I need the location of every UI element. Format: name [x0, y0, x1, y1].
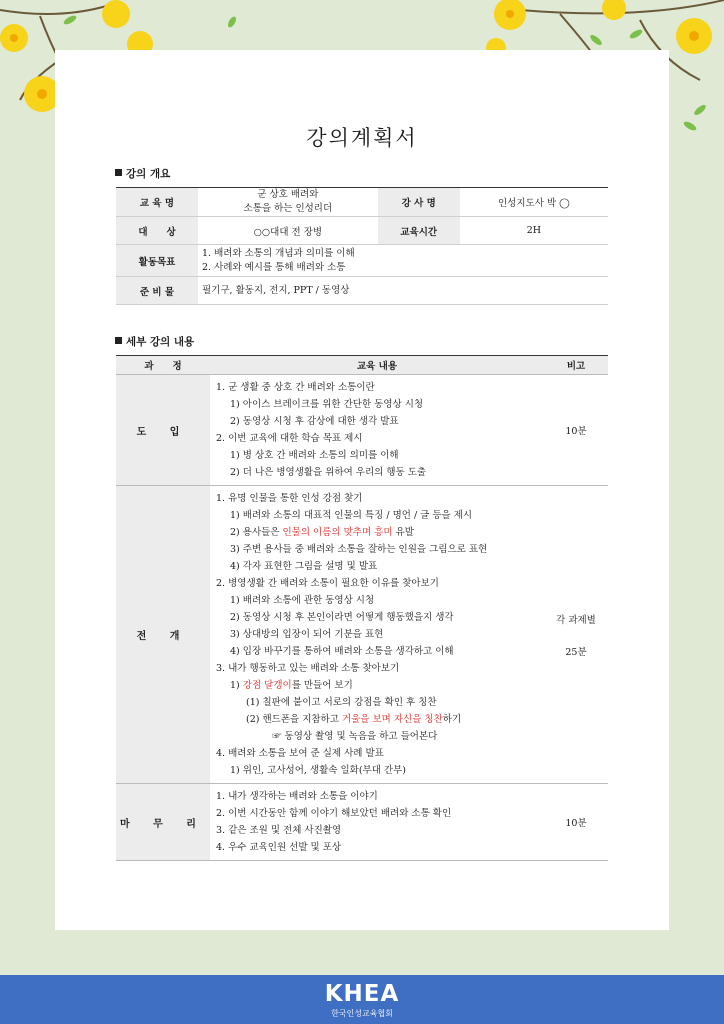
header-note: 비고: [544, 356, 608, 375]
time-label: 교육시간: [378, 217, 460, 245]
instructor-label: 강 사 명: [378, 188, 460, 217]
bullet-square-icon: [115, 337, 122, 344]
development-note: 각 과제별 25분: [544, 486, 608, 784]
header-process: 과 정: [116, 356, 210, 375]
goal-value: 1. 배려와 소통의 개념과 의미를 이해 2. 사례와 예시를 통해 배려와 소통: [198, 245, 608, 277]
table-row: [116, 486, 608, 784]
prep-value: 필기구, 활동지, 전지, PPT / 동영상: [198, 277, 608, 305]
header-content: 교육 내용: [210, 356, 544, 375]
section-detail-heading: 세부 강의 내용: [115, 334, 194, 349]
detail-table: [116, 355, 608, 861]
table-row: [116, 375, 608, 486]
overview-table: [116, 187, 608, 305]
footer-bar: [0, 975, 724, 1024]
time-value: 2H: [460, 217, 608, 245]
closing-content: 1. 내가 생각하는 배려와 소통을 이야기 2. 이번 시간동안 함께 이야기 해보았던 배려와 소통 확인 3. 같은 조원 및 전체 사진촬영 4. 우수 교육인원 선발 및 포상: [210, 784, 544, 861]
highlight-text: 강점 달갱이: [242, 680, 292, 691]
intro-note: 10분: [544, 375, 608, 486]
target-label: 대 상: [116, 217, 198, 245]
course-label: 교 육 명: [116, 188, 198, 217]
target-value: ○○대대 전 장병: [198, 217, 378, 245]
page-title: 강의계획서: [306, 126, 418, 150]
development-content: 1. 유명 인물을 통한 인성 강점 찾기 1) 배려와 소통의 대표적 인물의 특징 / 명언 / 글 등을 제시 2) 용사들은 인물의 이름의 맞추며 흥미 유발 3) 주변 용사들 중 배려와 소통을 잘하는 인원을 그림으로 표현 4) 각자 표현한 그림을 설명 및 발표 2. 병영생활 간 배려와 소통이 필요한 이유를 찾아보기 1) 배려와 소통에 관한 동영상 시청 2) 동영상 시청 후 본인이라면 어떻게 행동했을지 생각 3) 상대방의 입장이 되어 기분을 표현 4) 입장 바꾸기를 통하여 배려와 소통을 생각하고 이해 3. 내가 행동하고 있는 배려와 소통 찾아보기 1) 강점 달갱이를 만들어 보기 (1) 칠판에 붙이고 서로의 강점을 확인 후 칭찬 (2) 핸드폰을 지참하고 거울을 보며 자신을 칭찬하기 ☞ 동영상 촬영 및 녹음을 하고 들어본다 4. 배려와 소통을 보여 준 실제 사례 발표 1) 위인, 고사성어, 생활속 일화(부대 간부): [210, 486, 544, 784]
highlight-text: 인물의 이름의 맞추며 흥미: [282, 527, 393, 538]
stage-closing: 마 무 리: [116, 784, 210, 861]
bullet-square-icon: [115, 169, 122, 176]
goal-label: 활동목표: [116, 245, 198, 277]
course-value: 군 상호 배려와 소통을 하는 인성리더: [198, 188, 378, 217]
instructor-value: 인성지도사 박 ◯: [460, 188, 608, 217]
table-row: [116, 784, 608, 861]
closing-note: 10분: [544, 784, 608, 861]
stage-intro: 도 입: [116, 375, 210, 486]
org-name: 한국인성교육협회: [331, 1009, 393, 1018]
prep-label: 준 비 물: [116, 277, 198, 305]
stage-development: 전 개: [116, 486, 210, 784]
intro-content: 1. 군 생활 중 상호 간 배려와 소통이란 1) 아이스 브레이크를 위한 간단한 동영상 시청 2) 동영상 시청 후 감상에 대한 생각 발표 2. 이번 교육에 대한 학습 목표 제시 1) 병 상호 간 배려와 소통의 의미를 이해 2) 더 나은 병영생활을 위하여 우리의 행동 도출: [210, 375, 544, 486]
highlight-text: 거울을 보며 자신을 칭찬: [341, 714, 443, 725]
khea-logo: KHEA: [324, 981, 400, 1007]
section-overview-heading: 강의 개요: [115, 166, 170, 181]
